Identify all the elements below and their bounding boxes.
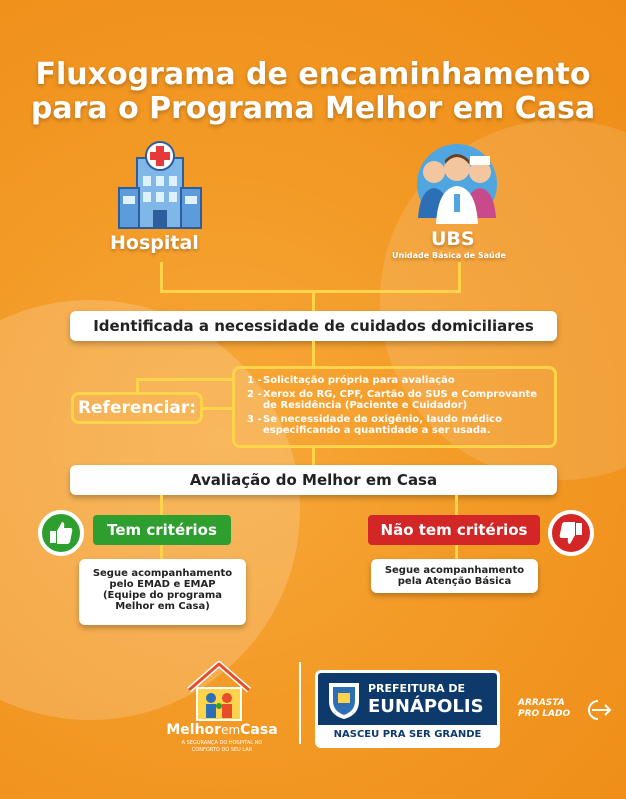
step-1: 1 - Solicitação própria para avaliação [247, 375, 455, 386]
melhor-em-casa-wordmark: MelhoremCasa [166, 722, 278, 738]
medical-team-icon [412, 138, 502, 226]
tem-criterios-result: Segue acompanhamento pelo EMAD e EMAP (Equipe do programa Melhor em Casa) [79, 559, 246, 625]
footer-divider [299, 662, 301, 744]
slogan-band: NASCEU PRA SER GRANDE [318, 725, 497, 745]
nao-tem-criterios-label: Não tem critérios [368, 515, 540, 545]
connector-hospital-down [160, 262, 163, 292]
connector-identificada-down [312, 341, 315, 366]
nao-tem-criterios-result: Segue acompanhamento pela Atenção Básica [371, 559, 538, 593]
connector-tem-down [160, 545, 163, 560]
connector-nao-down [455, 545, 458, 559]
tem-criterios-label: Tem critérios [93, 515, 231, 545]
prefeitura-logo [315, 670, 500, 748]
steps-box [232, 366, 557, 448]
house-family-logo [185, 660, 253, 722]
connector-referenciar-horizontal [136, 378, 232, 381]
step-3: 3 - Se necessidade de oxigênio, laudo médico especificando a quantidade a ser usada. [247, 414, 502, 436]
connector-ubs-down [458, 262, 461, 292]
avaliacao-box: Avaliação do Melhor em Casa [70, 465, 557, 495]
connector-steps-down [312, 448, 315, 466]
hospital-building-icon [115, 140, 205, 232]
prefeitura-de-label: PREFEITURA DE [368, 682, 466, 695]
ubs-sublabel: Unidade Básica de Saúde [392, 251, 506, 260]
connector-ref-right [203, 407, 232, 410]
swipe-hint: ARRASTA PRO LADO [518, 698, 571, 719]
identificada-box: Identificada a necessidade de cuidados domiciliares [70, 311, 557, 341]
arrow-right-circle-icon[interactable] [584, 698, 614, 722]
hospital-label: Hospital [110, 232, 199, 254]
ubs-label: UBS [431, 228, 475, 250]
connector-to-identificada [312, 290, 315, 312]
melhor-em-casa-tagline: A SEGURANÇA DO HOSPITAL NO CONFORTO DO SEU LAR [181, 740, 263, 753]
connector-top-horizontal [160, 290, 461, 293]
step-2: 2 - Xerox do RG, CPF, Cartão do SUS e Comprovante de Residência (Paciente e Cuidador) [247, 389, 538, 411]
thumbs-down-icon [548, 510, 594, 556]
thumbs-up-icon [38, 510, 84, 556]
connector-avaliacao-left [160, 495, 163, 515]
city-crest-icon [326, 679, 362, 721]
page-title: Fluxograma de encaminhamento para o Programa Melhor em Casa [30, 57, 596, 126]
referenciar-box: Referenciar: [71, 392, 203, 424]
eunapolis-label: EUNÁPOLIS [368, 696, 484, 717]
background-blob-left [0, 300, 300, 720]
connector-avaliacao-right [455, 495, 458, 515]
